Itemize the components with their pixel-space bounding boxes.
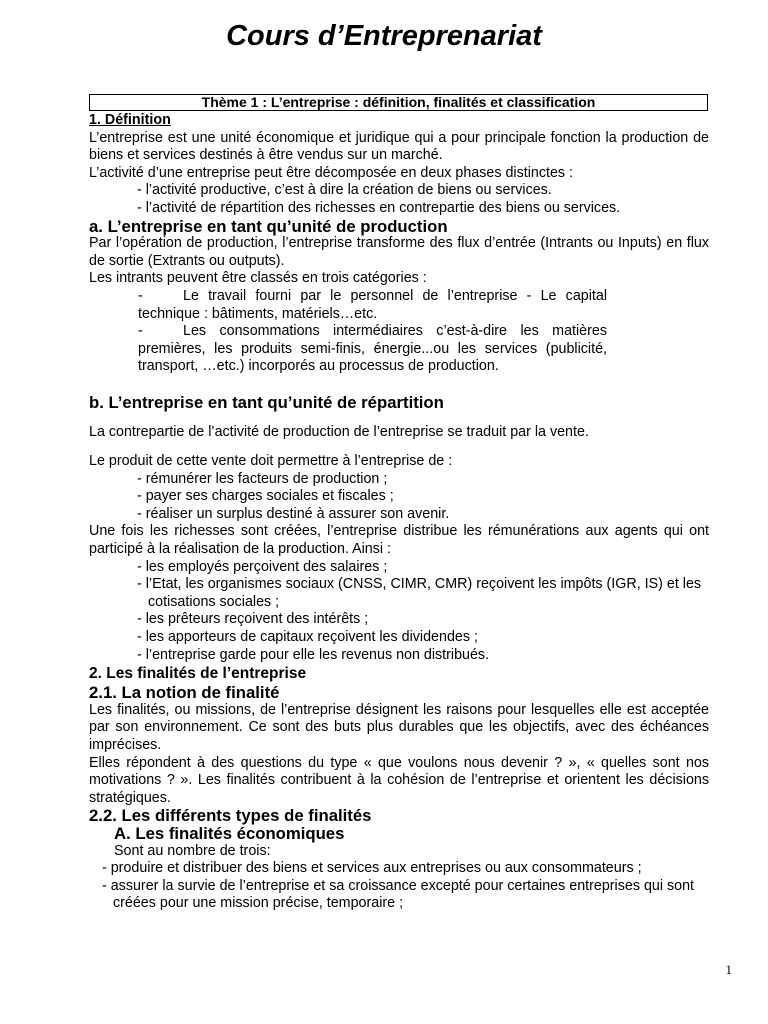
list-item — [138, 288, 607, 323]
list-item-text: Les consommations intermédiaires c’est-à-dire les matières premières, les produits semi-finis, énergie...ou les services (publicité, transport, …etc.) incorporés au processus de production. — [138, 323, 607, 375]
document-body — [89, 112, 709, 913]
section-repartition-heading: b. L’entreprise en tant qu’unité de répartition — [89, 392, 444, 412]
list-item: - l’activité productive, c’est à dire la création de biens ou services. — [137, 182, 552, 199]
list-dash: - — [138, 287, 143, 304]
page-number: 1 — [725, 962, 732, 977]
notion-paragraph-2: Elles répondent à des questions du type « que voulons nous devenir ? », « quelles sont nos motivations ? ». Les finalités contribuent à la cohésion de l’entreprise et orientent les décisions stratégiques. — [89, 754, 709, 806]
section-finalites-heading: 2. Les finalités de l’entreprise — [89, 665, 307, 683]
economic-intro: Sont au nombre de trois: — [114, 842, 271, 859]
list-item: - produire et distribuer des biens et services aux entreprises ou aux consommateurs ; — [102, 860, 642, 877]
definition-paragraph: L’entreprise est une unité économique et juridique qui a pour principale fonction la production de biens et services destinés à être vendus sur un marché. — [89, 129, 709, 164]
subsection-economic-heading: A. Les finalités économiques — [114, 823, 345, 843]
list-item-text: Le travail fourni par le personnel de l’entreprise - Le capital technique : bâtiments, matériels…etc. — [138, 287, 607, 322]
list-item: - l’entreprise garde pour elle les revenus non distribués. — [137, 646, 490, 663]
theme-title-box: Thème 1 : L’entreprise : définition, finalités et classification — [89, 94, 708, 111]
list-item — [138, 323, 607, 376]
list-item: - assurer la survie de l’entreprise et sa croissance excepté pour certaines entreprises qui sont créées pour une mission précise, temporaire ; — [102, 877, 695, 912]
production-paragraph: Par l’opération de production, l’entreprise transforme des flux d’entrée (Intrants ou Inputs) en flux de sortie (Extrants ou outputs). — [89, 235, 709, 269]
page-title: Cours d’Entreprenariat — [226, 20, 542, 52]
list-item: - réaliser un surplus destiné à assurer son avenir. — [137, 505, 450, 522]
economic-finalities-list — [89, 860, 709, 913]
list-item: - payer ses charges sociales et fiscales ; — [137, 488, 394, 505]
subsection-types-heading: 2.2. Les différents types de finalités — [89, 806, 372, 826]
list-item: - rémunérer les facteurs de production ; — [137, 470, 388, 487]
intrants-list — [89, 288, 709, 376]
section-production-heading: a. L’entreprise en tant qu’unité de production — [89, 216, 448, 236]
repartition-paragraph: La contrepartie de l’activité de production de l’entreprise se traduit par la vente. — [89, 423, 589, 440]
list-item: - les employés perçoivent des salaires ; — [137, 558, 388, 575]
phases-list — [89, 182, 709, 217]
distribution-paragraph: Une fois les richesses sont créées, l’entreprise distribue les rémunérations aux agents qui ont participé à la réalisation de la production. Ainsi : — [89, 523, 709, 558]
list-item: - les apporteurs de capitaux reçoivent les dividendes ; — [137, 629, 478, 646]
list-item: - l’activité de répartition des richesses en contrepartie des biens ou services. — [137, 199, 621, 216]
list-item: - l’Etat, les organismes sociaux (CNSS, CIMR, CMR) reçoivent les impôts (IGR, IS) et les cotisations sociales ; — [137, 576, 702, 610]
phases-intro: L’activité d’une entreprise peut être décomposée en deux phases distinctes : — [89, 164, 574, 181]
notion-paragraph-1: Les finalités, ou missions, de l’entreprise désignent les raisons pour lesquelles elle est acceptée par son environnement. Ce sont des buts plus durables que les objectifs, avec des échéances imprécises. — [89, 701, 709, 753]
distribution-list — [89, 559, 709, 665]
subsection-notion-heading: 2.1. La notion de finalité — [89, 683, 280, 703]
sale-uses-list — [89, 471, 709, 524]
section-definition-heading: 1. Définition — [89, 112, 171, 128]
sale-intro: Le produit de cette vente doit permettre à l’entreprise de : — [89, 453, 453, 470]
list-item: - les prêteurs reçoivent des intérêts ; — [137, 611, 369, 628]
list-dash: - — [138, 323, 143, 340]
intrants-intro: Les intrants peuvent être classés en trois catégories : — [89, 270, 427, 287]
